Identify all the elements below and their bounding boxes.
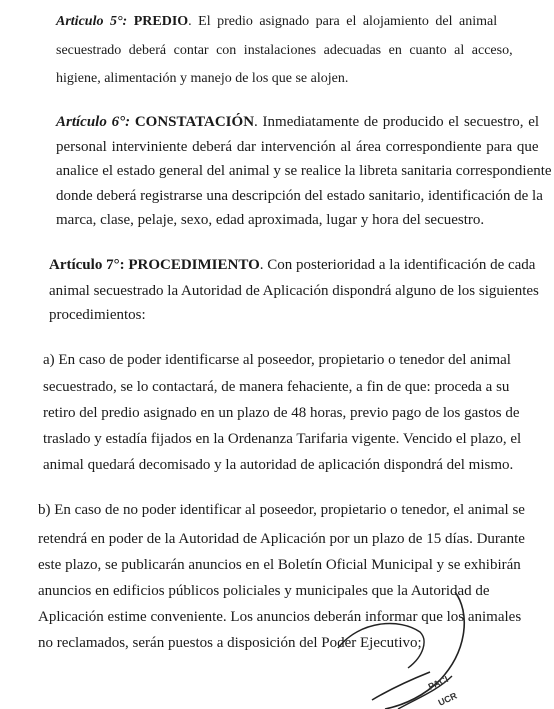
article-7-line-1: Artículo 7°: PROCEDIMIENTO. Con posterioridad a la identificación de cada: [49, 257, 536, 273]
article-6-line-4: donde deberá registrarse una descripción del estado sanitario, identificación de la: [56, 188, 543, 204]
stamp-text: PACI: [426, 673, 450, 692]
article-5-line-2: secuestrado deberá contar con instalaciones adecuadas en cuanto al acceso,: [56, 43, 513, 58]
article-7-line-3: procedimientos:: [49, 307, 146, 323]
item-a-line-2: secuestrado, se lo contactará, de manera fehaciente, a fin de que: proceda a su: [43, 379, 510, 395]
article-5-line-1: Articulo 5°: PREDIO. El predio asignado para el alojamiento del animal: [56, 14, 498, 29]
item-b-line-5: Aplicación estime conveniente. Los anuncios deberán informar que los animales: [38, 609, 522, 625]
article-6-line-1: Artículo 6°: CONSTATACIÓN. Inmediatamente de producido el secuestro, el: [56, 114, 540, 130]
article-6-line-5: marca, clase, pelaje, sexo, edad aproximada, lugar y hora del secuestro.: [56, 212, 485, 228]
item-a-line-5: animal quedará decomisado y la autoridad de aplicación dispondrá del mismo.: [43, 457, 514, 473]
article-6-line-2: personal interviniente deberá dar intervención al área correspondiente para que: [56, 139, 539, 155]
item-a-line-1: a) En caso de poder identificarse al poseedor, propietario o tenedor del animal: [43, 352, 511, 368]
item-b-line-4: anuncios en edificios públicos policiales y municipales que la Autoridad de: [38, 583, 490, 599]
item-b-line-3: este plazo, se publicarán anuncios en el Boletín Oficial Municipal y se exhibirán: [38, 557, 521, 573]
svg-text:UCR: UCR: [436, 690, 459, 708]
article-5-line-3: higiene, alimentación y manejo de los que se alojen.: [56, 71, 349, 86]
article-6-line-3: analice el estado general del animal y se realice la libreta sanitaria correspondiente: [56, 163, 552, 179]
item-b-line-2: retendrá en poder de la Autoridad de Aplicación por un plazo de 15 días. Durante: [38, 531, 525, 547]
article-7-line-2: animal secuestrado la Autoridad de Aplicación dispondrá alguno de los siguientes: [49, 283, 539, 299]
item-b-line-6: no reclamados, serán puestos a disposición del Poder Ejecutivo;: [38, 635, 422, 651]
item-a-line-4: traslado y estadía fijados en la Ordenanza Tarifaria vigente. Vencido el plazo, el: [43, 431, 522, 447]
item-a-line-3: retiro del predio asignado en un plazo de 48 horas, previo pago de los gastos de: [43, 405, 520, 421]
item-b-line-1: b) En caso de no poder identificar al poseedor, propietario o tenedor, el animal se: [38, 502, 525, 518]
